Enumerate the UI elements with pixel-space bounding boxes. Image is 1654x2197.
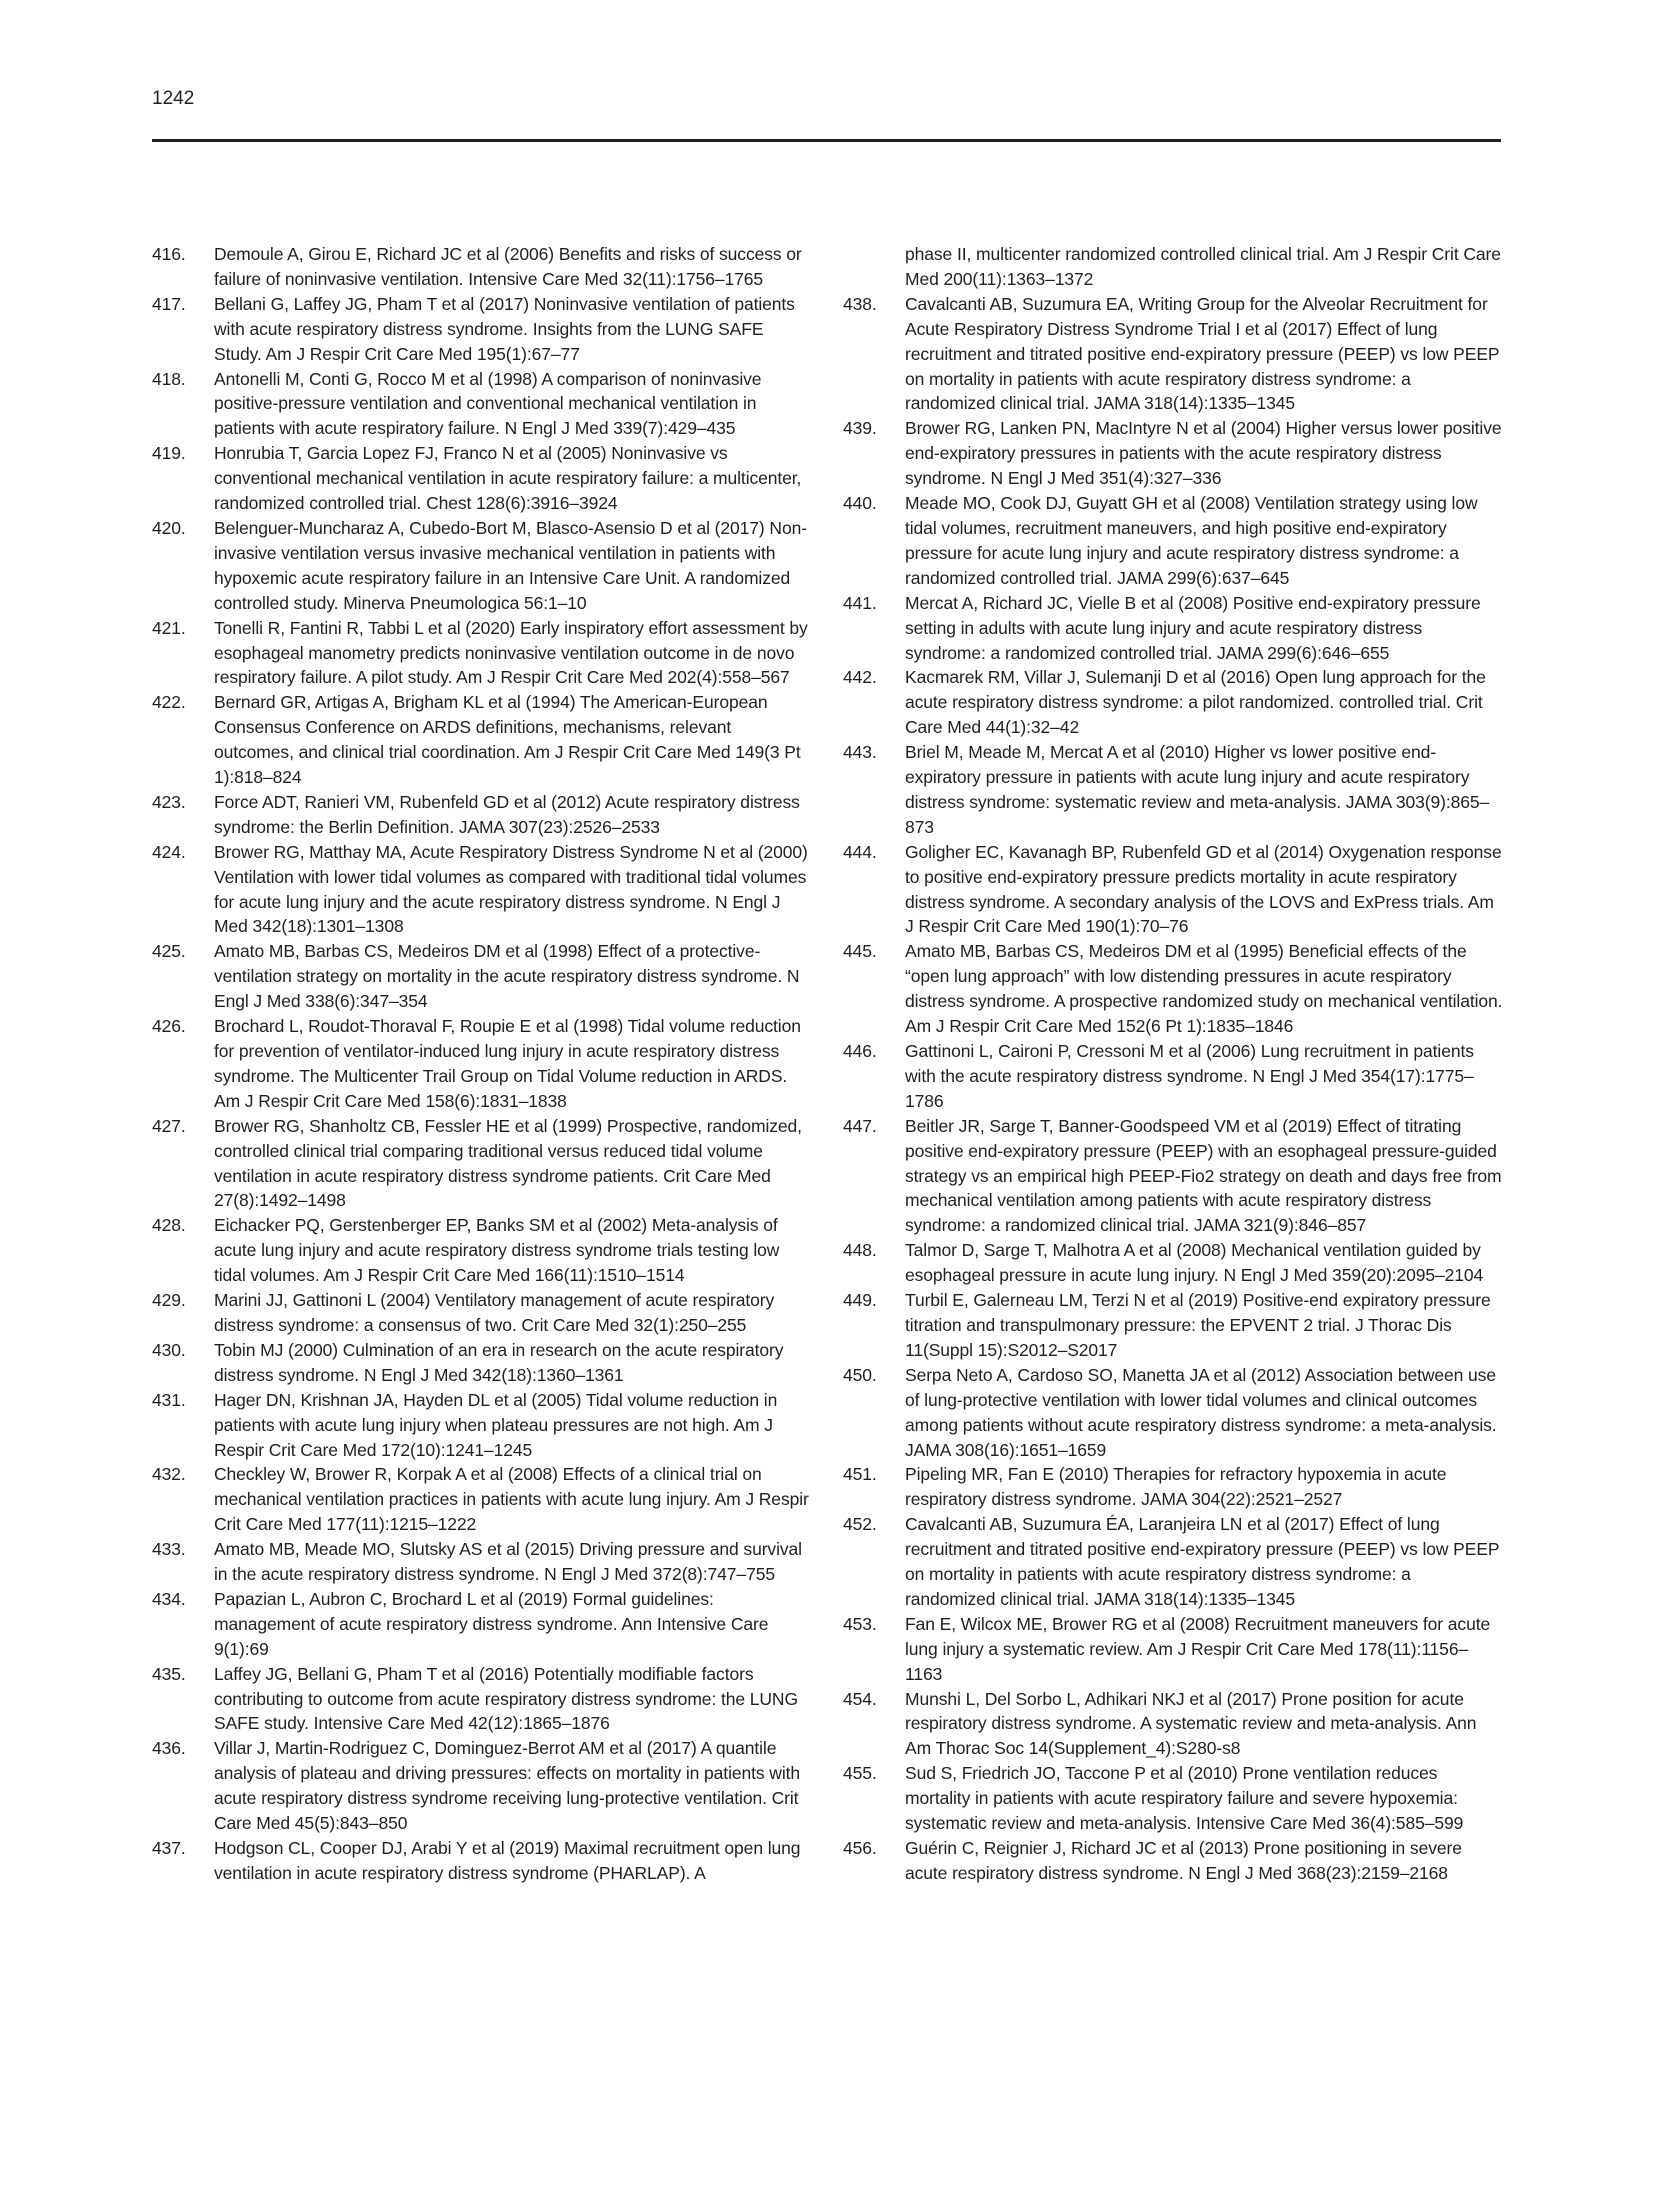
- reference-number: 456.: [843, 1838, 877, 1858]
- reference-text: Mercat A, Richard JC, Vielle B et al (2008) Positive end-expiratory pressure setting in adults with acute lung injury and acute respiratory distress syndrome: a randomized controlled trial. JAMA 299(6):646–655: [905, 592, 1481, 663]
- reference-number: 418.: [152, 368, 186, 389]
- reference-number: 452.: [843, 1514, 877, 1535]
- reference-entry: [843, 292, 1503, 417]
- page-number: 1242: [152, 88, 195, 109]
- reference-entry: [843, 1512, 1503, 1612]
- reference-list-right-column: [843, 242, 1503, 1886]
- reference-entry: [843, 1687, 1503, 1762]
- reference-entry: [843, 1363, 1503, 1463]
- reference-number: 437.: [152, 1838, 186, 1858]
- reference-text: Beitler JR, Sarge T, Banner-Goodspeed VM et al (2019) Effect of titrating positive end-expiratory pressure (PEEP) with an esophageal pressure-guided strategy vs an empirical high PEEP-Fio2 strategy on death and days free from mechanical ventilation among patients with acute respiratory distress syndrome: a randomized clinical trial. JAMA 321(9):846–857: [905, 1115, 1502, 1236]
- reference-number: 434.: [152, 1588, 186, 1609]
- reference-entry: [843, 1238, 1503, 1288]
- reference-text: Demoule A, Girou E, Richard JC et al (2006) Benefits and risks of success or failure of noninvasive ventilation. Intensive Care Med 32(11):1756–1765: [214, 244, 802, 289]
- reference-text: Brower RG, Shanholtz CB, Fessler HE et al (1999) Prospective, randomized, controlled clinical trial comparing traditional versus reduced tidal volume ventilation in acute respiratory distress syndrome patients. Crit Care Med 27(8):1492–1498: [214, 1115, 802, 1211]
- reference-entry: [843, 740, 1503, 840]
- reference-entry-continuation: [843, 242, 1503, 292]
- reference-number: 451.: [843, 1464, 877, 1485]
- reference-text: Amato MB, Meade MO, Slutsky AS et al (2015) Driving pressure and survival in the acute respiratory distress syndrome. N Engl J Med 372(8):747–755: [214, 1539, 802, 1585]
- reference-list-left-column: [152, 242, 812, 1886]
- reference-text: Brower RG, Lanken PN, MacIntyre N et al (2004) Higher versus lower positive end-expiratory pressures in patients with the acute respiratory distress syndrome. N Engl J Med 351(4):327–336: [905, 418, 1502, 489]
- reference-entry: [843, 840, 1503, 940]
- reference-entry: [152, 1462, 812, 1537]
- reference-number: 449.: [843, 1290, 877, 1311]
- reference-entry: [152, 690, 812, 790]
- reference-entry: [152, 616, 812, 691]
- reference-entry: [152, 1537, 812, 1587]
- reference-number: 448.: [843, 1240, 877, 1261]
- reference-entry: [843, 1288, 1503, 1363]
- reference-number: 430.: [152, 1339, 186, 1360]
- reference-entry: [152, 790, 812, 840]
- reference-entry: [152, 1288, 812, 1338]
- reference-number: 431.: [152, 1389, 186, 1410]
- reference-text: Belenguer-Muncharaz A, Cubedo-Bort M, Blasco-Asensio D et al (2017) Non-invasive ventilation versus invasive mechanical ventilation in patients with hypoxemic acute respiratory failure in an Intensive Care Unit. A randomized controlled study. Minerva Pneumologica 56:1–10: [214, 517, 807, 613]
- reference-number: 440.: [843, 493, 877, 514]
- reference-entry: [843, 939, 1503, 1039]
- reference-number: 455.: [843, 1763, 877, 1784]
- reference-entry: [843, 416, 1503, 491]
- reference-entry: [152, 1836, 812, 1886]
- reference-text: Villar J, Martin-Rodriguez C, Dominguez-Berrot AM et al (2017) A quantile analysis of plateau and driving pressures: effects on mortality in patients with acute respiratory distress syndrome receiving lung-protective ventilation. Crit Care Med 45(5):843–850: [214, 1738, 801, 1834]
- reference-entry: [843, 1761, 1503, 1836]
- reference-text: Tonelli R, Fantini R, Tabbi L et al (2020) Early inspiratory effort assessment by esophageal manometry predicts noninvasive ventilation outcome in de novo respiratory failure. A pilot study. Am J Respir Crit Care Med 202(4):558–567: [214, 617, 808, 688]
- reference-number: 436.: [152, 1738, 186, 1759]
- reference-number: 426.: [152, 1016, 186, 1037]
- reference-number: 421.: [152, 617, 186, 638]
- reference-entry: [152, 1213, 812, 1288]
- reference-number: 423.: [152, 791, 186, 812]
- reference-number: 424.: [152, 841, 186, 862]
- reference-text: Bellani G, Laffey JG, Pham T et al (2017) Noninvasive ventilation of patients with acute respiratory distress syndrome. Insights from the LUNG SAFE Study. Am J Respir Crit Care Med 195(1):67–77: [214, 293, 795, 364]
- reference-entry: [843, 665, 1503, 740]
- reference-text: Guérin C, Reignier J, Richard JC et al (2013) Prone positioning in severe acute respiratory distress syndrome. N Engl J Med 368(23):2159–2168: [905, 1838, 1462, 1883]
- reference-entry: [843, 491, 1503, 591]
- reference-entry: [152, 1736, 812, 1836]
- reference-text: Hodgson CL, Cooper DJ, Arabi Y et al (2019) Maximal recruitment open lung ventilation in acute respiratory distress syndrome (PHARLAP). A: [214, 1838, 801, 1883]
- reference-number: 445.: [843, 941, 877, 962]
- reference-text: Tobin MJ (2000) Culmination of an era in research on the acute respiratory distress syndrome. N Engl J Med 342(18):1360–1361: [214, 1339, 784, 1385]
- reference-text: Sud S, Friedrich JO, Taccone P et al (2010) Prone ventilation reduces mortality in patients with acute respiratory failure and severe hypoxemia: systematic review and meta-analysis. Intensive Care Med 36(4):585–599: [905, 1763, 1464, 1834]
- reference-text: Force ADT, Ranieri VM, Rubenfeld GD et al (2012) Acute respiratory distress syndrome: the Berlin Definition. JAMA 307(23):2526–2533: [214, 791, 800, 837]
- reference-entry: [152, 1338, 812, 1388]
- reference-text: Pipeling MR, Fan E (2010) Therapies for refractory hypoxemia in acute respiratory distress syndrome. JAMA 304(22):2521–2527: [905, 1464, 1447, 1510]
- reference-number: 419.: [152, 443, 186, 464]
- reference-text: Turbil E, Galerneau LM, Terzi N et al (2019) Positive-end expiratory pressure titration and transpulmonary pressure: the EPVENT 2 trial. J Thorac Dis 11(Suppl 15):S2012–S2017: [905, 1290, 1491, 1360]
- reference-entry: [152, 1587, 812, 1662]
- reference-text: Papazian L, Aubron C, Brochard L et al (2019) Formal guidelines: management of acute respiratory distress syndrome. Ann Intensive Care 9(1):69: [214, 1588, 769, 1659]
- reference-text: Cavalcanti AB, Suzumura ÉA, Laranjeira LN et al (2017) Effect of lung recruitment and titrated positive end-expiratory pressure (PEEP) vs low PEEP on mortality in patients with acute respiratory distress syndrome: a randomized clinical trial. JAMA 318(14):1335–1345: [905, 1514, 1500, 1609]
- reference-number: 453.: [843, 1613, 877, 1634]
- reference-text: Kacmarek RM, Villar J, Sulemanji D et al (2016) Open lung approach for the acute respiratory distress syndrome: a pilot randomized. controlled trial. Crit Care Med 44(1):32–42: [905, 667, 1486, 738]
- reference-number: 450.: [843, 1364, 877, 1385]
- reference-text: Bernard GR, Artigas A, Brigham KL et al (1994) The American-European Consensus Conference on ARDS definitions, mechanisms, relevant outcomes, and clinical trial coordination. Am J Respir Crit Care Med 149(3 Pt 1):818–824: [214, 692, 801, 788]
- reference-entry: [843, 591, 1503, 666]
- reference-text: Gattinoni L, Caironi P, Cressoni M et al (2006) Lung recruitment in patients with the acute respiratory distress syndrome. N Engl J Med 354(17):1775–1786: [905, 1041, 1474, 1111]
- reference-entry: [843, 1114, 1503, 1239]
- reference-text: Checkley W, Brower R, Korpak A et al (2008) Effects of a clinical trial on mechanical ventilation practices in patients with acute lung injury. Am J Respir Crit Care Med 177(11):1215–1222: [214, 1464, 809, 1535]
- reference-text: Hager DN, Krishnan JA, Hayden DL et al (2005) Tidal volume reduction in patients with acute lung injury when plateau pressures are not high. Am J Respir Crit Care Med 172(10):1241–1245: [214, 1389, 778, 1460]
- reference-number: 428.: [152, 1215, 186, 1236]
- header-rule: [152, 139, 1501, 142]
- reference-number: 438.: [843, 293, 877, 314]
- reference-text: Marini JJ, Gattinoni L (2004) Ventilatory management of acute respiratory distress syndrome: a consensus of two. Crit Care Med 32(1):250–255: [214, 1290, 775, 1335]
- reference-number: 442.: [843, 667, 877, 688]
- reference-number: 441.: [843, 592, 877, 613]
- reference-entry: [152, 516, 812, 616]
- reference-text: Amato MB, Barbas CS, Medeiros DM et al (1995) Beneficial effects of the “open lung approach” with low distending pressures in acute respiratory distress syndrome. A prospective randomized study on mechanical ventilation. Am J Respir Crit Care Med 152(6 Pt 1):1835–1846: [905, 941, 1503, 1037]
- reference-number: 432.: [152, 1464, 186, 1485]
- reference-text: Brochard L, Roudot-Thoraval F, Roupie E et al (1998) Tidal volume reduction for prevention of ventilator-induced lung injury in acute respiratory distress syndrome. The Multicenter Trail Group on Tidal Volume reduction in ARDS. Am J Respir Crit Care Med 158(6):1831–1838: [214, 1016, 801, 1111]
- reference-text: Antonelli M, Conti G, Rocco M et al (1998) A comparison of noninvasive positive-pressure ventilation and conventional mechanical ventilation in patients with acute respiratory failure. N Engl J Med 339(7):429–435: [214, 368, 762, 439]
- reference-text: phase II, multicenter randomized controlled clinical trial. Am J Respir Crit Care Med 200(11):1363–1372: [905, 244, 1501, 289]
- reference-entry: [843, 1836, 1503, 1886]
- reference-entry: [843, 1462, 1503, 1512]
- reference-text: Serpa Neto A, Cardoso SO, Manetta JA et al (2012) Association between use of lung-protective ventilation with lower tidal volumes and clinical outcomes among patients without acute respiratory distress syndrome: a meta-analysis. JAMA 308(16):1651–1659: [905, 1364, 1497, 1460]
- reference-entry: [152, 367, 812, 442]
- reference-text: Cavalcanti AB, Suzumura EA, Writing Group for the Alveolar Recruitment for Acute Respiratory Distress Syndrome Trial I et al (2017) Effect of lung recruitment and titrated positive end-expiratory pressure (PEEP) vs low PEEP on mortality in patients with acute respiratory distress syndrome: a randomized clinical trial. JAMA 318(14):1335–1345: [905, 293, 1500, 414]
- reference-entry: [152, 441, 812, 516]
- reference-text: Meade MO, Cook DJ, Guyatt GH et al (2008) Ventilation strategy using low tidal volumes, recruitment maneuvers, and high positive end-expiratory pressure for acute lung injury and acute respiratory distress syndrome: a randomized controlled trial. JAMA 299(6):637–645: [905, 493, 1478, 588]
- reference-number: 446.: [843, 1041, 877, 1061]
- reference-entry: [152, 1014, 812, 1114]
- reference-number: 439.: [843, 418, 877, 439]
- reference-text: Brower RG, Matthay MA, Acute Respiratory Distress Syndrome N et al (2000) Ventilation with lower tidal volumes as compared with traditional tidal volumes for acute lung injury and the acute respiratory distress syndrome. N Engl J Med 342(18):1301–1308: [214, 841, 808, 937]
- reference-number: 420.: [152, 517, 186, 538]
- reference-number: 444.: [843, 841, 877, 862]
- reference-text: Talmor D, Sarge T, Malhotra A et al (2008) Mechanical ventilation guided by esophageal pressure in acute lung injury. N Engl J Med 359(20):2095–2104: [905, 1240, 1484, 1286]
- reference-number: 454.: [843, 1688, 877, 1709]
- reference-text: Laffey JG, Bellani G, Pham T et al (2016) Potentially modifiable factors contributing to outcome from acute respiratory distress syndrome: the LUNG SAFE study. Intensive Care Med 42(12):1865–1876: [214, 1663, 798, 1734]
- reference-text: Goligher EC, Kavanagh BP, Rubenfeld GD et al (2014) Oxygenation response to positive end-expiratory pressure predicts mortality in acute respiratory distress syndrome. A secondary analysis of the LOVS and ExPress trials. Am J Respir Crit Care Med 190(1):70–76: [905, 841, 1502, 937]
- reference-entry: [152, 1388, 812, 1463]
- reference-text: Amato MB, Barbas CS, Medeiros DM et al (1998) Effect of a protective-ventilation strategy on mortality in the acute respiratory distress syndrome. N Engl J Med 338(6):347–354: [214, 941, 800, 1012]
- reference-text: Briel M, Meade M, Mercat A et al (2010) Higher vs lower positive end-expiratory pressure in patients with acute lung injury and acute respiratory distress syndrome: systematic review and meta-analysis. JAMA 303(9):865–873: [905, 742, 1490, 837]
- reference-text: Fan E, Wilcox ME, Brower RG et al (2008) Recruitment maneuvers for acute lung injury a systematic review. Am J Respir Crit Care Med 178(11):1156–1163: [905, 1613, 1491, 1684]
- reference-entry: [152, 1114, 812, 1214]
- reference-number: 417.: [152, 293, 186, 314]
- reference-entry: [152, 242, 812, 292]
- reference-entry: [152, 939, 812, 1014]
- reference-number: 433.: [152, 1539, 186, 1560]
- reference-text: Honrubia T, Garcia Lopez FJ, Franco N et al (2005) Noninvasive vs conventional mechanical ventilation in acute respiratory failure: a multicenter, randomized controlled trial. Chest 128(6):3916–3924: [214, 443, 802, 514]
- reference-text: Munshi L, Del Sorbo L, Adhikari NKJ et al (2017) Prone position for acute respiratory distress syndrome. A systematic review and meta-analysis. Ann Am Thorac Soc 14(Supplement_4):S280-s8: [905, 1688, 1477, 1759]
- reference-entry: [843, 1039, 1503, 1114]
- reference-entry: [152, 840, 812, 940]
- reference-number: 422.: [152, 692, 186, 713]
- reference-entry: [843, 1612, 1503, 1687]
- reference-text: Eichacker PQ, Gerstenberger EP, Banks SM et al (2002) Meta-analysis of acute lung injury and acute respiratory distress syndrome trials testing low tidal volumes. Am J Respir Crit Care Med 166(11):1510–1514: [214, 1215, 780, 1286]
- reference-number: 443.: [843, 742, 877, 763]
- reference-number: 447.: [843, 1115, 877, 1136]
- reference-entry: [152, 292, 812, 367]
- reference-number: 425.: [152, 941, 186, 962]
- reference-entry: [152, 1662, 812, 1737]
- reference-number: 435.: [152, 1663, 186, 1684]
- reference-number: 429.: [152, 1290, 186, 1311]
- reference-number: 427.: [152, 1115, 186, 1136]
- reference-number: 416.: [152, 244, 186, 264]
